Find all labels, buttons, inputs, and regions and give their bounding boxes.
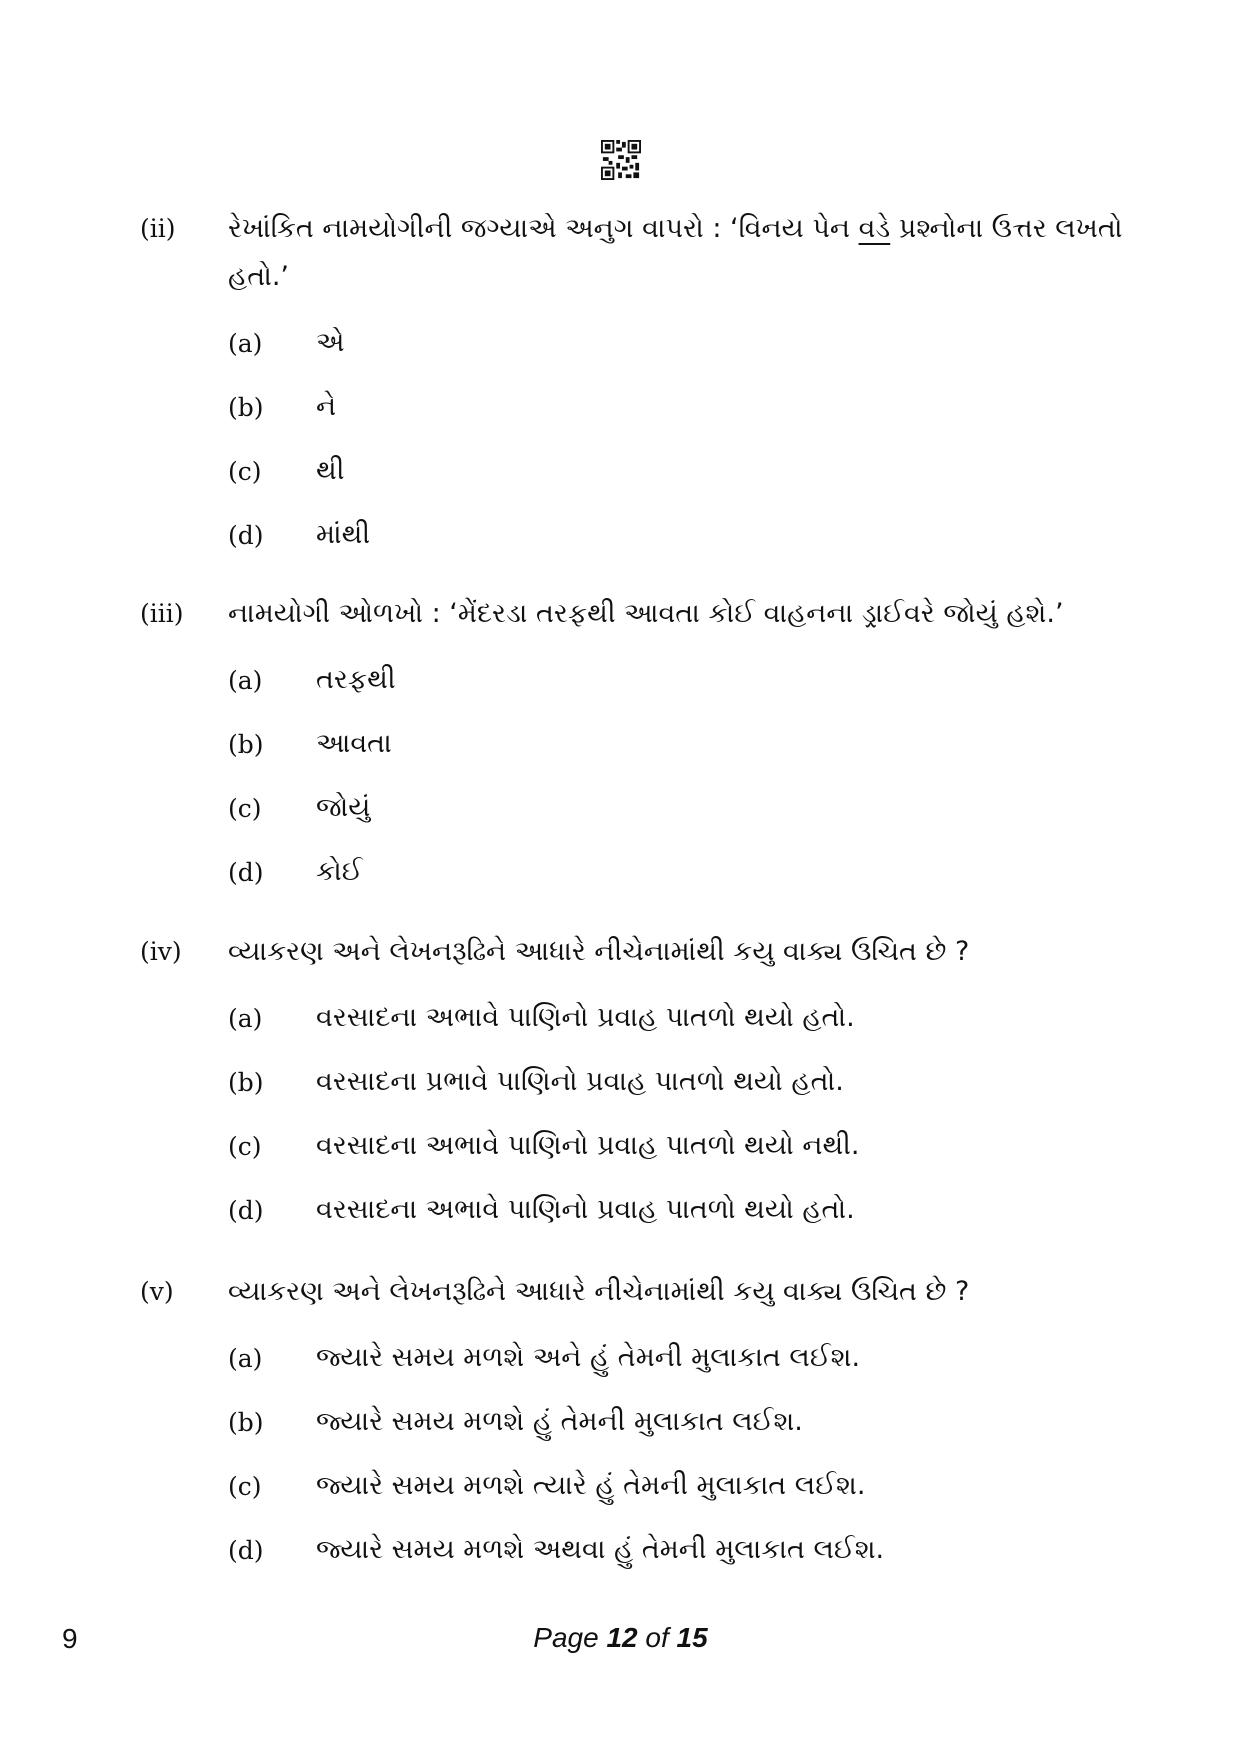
option-d: (d) વરસાદના અભાવે પાણિનો પ્રવાહ પાતળો થયો હતો. xyxy=(228,1194,855,1225)
option-a: (a) તરફથી xyxy=(228,664,396,695)
question-number: (iii) xyxy=(140,599,184,628)
option-a: (a) જ્યારે સમય મળશે અને હું તેમની મુલાકાત લઈશ. xyxy=(228,1342,861,1373)
options-list xyxy=(140,1326,1140,1582)
options-list xyxy=(140,986,1140,1242)
qr-code-icon xyxy=(601,140,641,180)
question-text: વ્યાકરણ અને લેખનરૂઢિને આધારે નીચેનામાંથી કયુ વાક્ય ઉચિત છે ? xyxy=(228,936,970,967)
option-c: (c) જોયું xyxy=(228,792,371,823)
question-v xyxy=(140,1268,1140,1582)
question-number: (v) xyxy=(140,1277,174,1306)
question-text: રેખાંકિત નામયોગીની જગ્યાએ અનુગ વાપરો : ‘વિનય પેન વડે પ્રશ્નોના ઉત્તર લખતો હતો.’ xyxy=(228,213,1123,292)
option-c: (c) વરસાદના અભાવે પાણિનો પ્રવાહ પાતળો થયો નથી. xyxy=(228,1130,860,1161)
option-d: (d) માંથી xyxy=(228,519,371,550)
question-text: નામયોગી ઓળખો : ‘મેંદરડા તરફથી આવતા કોઈ વાહનના ડ્રાઈવરે જોયું હશે.’ xyxy=(228,598,1064,629)
options-list xyxy=(140,648,1140,904)
option-a: (a) વરસાદના અભાવે પાણિનો પ્રવાહ પાતળો થયો હતો. xyxy=(228,1002,855,1033)
option-b: (b) આવતા xyxy=(228,728,392,759)
option-b: (b) વરસાદના પ્રભાવે પાણિનો પ્રવાહ પાતળો થયો હતો. xyxy=(228,1066,844,1097)
option-d: (d) કોઈ xyxy=(228,856,363,887)
option-b: (b) ને xyxy=(228,391,337,422)
options-list xyxy=(140,311,1140,567)
option-d: (d) જ્યારે સમય મળશે અથવા હું તેમની મુલાકાત લઈશ. xyxy=(228,1534,885,1565)
option-c: (c) થી xyxy=(228,455,345,486)
question-iv xyxy=(140,928,1140,1242)
question-ii xyxy=(140,205,1140,567)
question-text: વ્યાકરણ અને લેખનરૂઢિને આધારે નીચેનામાંથી કયુ વાક્ય ઉચિત છે ? xyxy=(228,1276,970,1307)
underlined-word: વડે xyxy=(858,213,891,244)
option-a: (a) એ xyxy=(228,327,345,358)
page-indicator: Page 12 of 15 xyxy=(533,1622,708,1653)
option-b: (b) જ્યારે સમય મળશે હું તેમની મુલાકાત લઈશ. xyxy=(228,1406,803,1437)
question-iii xyxy=(140,590,1140,904)
paper-code: 9 xyxy=(62,1623,78,1654)
question-number: (iv) xyxy=(140,937,182,966)
question-number: (ii) xyxy=(140,214,176,243)
option-c: (c) જ્યારે સમય મળશે ત્યારે હું તેમની મુલાકાત લઈશ. xyxy=(228,1470,866,1501)
